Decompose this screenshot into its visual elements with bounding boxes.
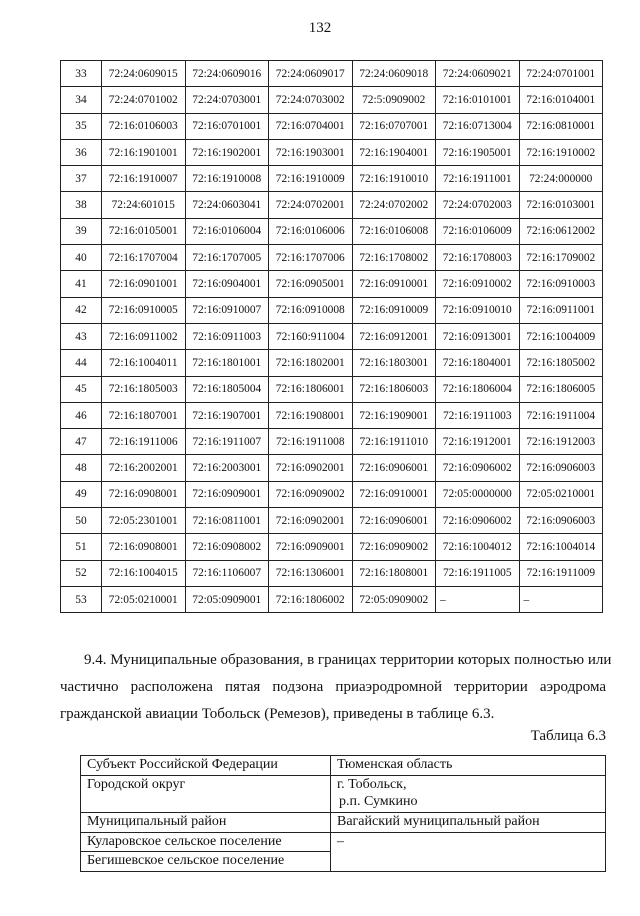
cadastral-code-cell: 72:24:0703002 bbox=[269, 87, 353, 113]
cadastral-code-cell: 72:24:0702003 bbox=[436, 192, 520, 218]
table-row bbox=[61, 218, 603, 244]
settlements-value: – bbox=[331, 833, 606, 872]
cadastral-code-cell: 72:16:1911003 bbox=[436, 402, 520, 428]
table-row bbox=[61, 402, 603, 428]
row-number: 49 bbox=[61, 481, 102, 507]
cadastral-code-cell: 72:16:1805003 bbox=[102, 376, 186, 402]
table-row bbox=[61, 245, 603, 271]
district-label: Городской округ bbox=[81, 776, 331, 813]
table-row bbox=[61, 113, 603, 139]
cadastral-code-cell: 72:16:0910001 bbox=[352, 271, 436, 297]
row-number: 37 bbox=[61, 166, 102, 192]
row-number: 53 bbox=[61, 586, 102, 612]
cadastral-code-cell: – bbox=[436, 586, 520, 612]
table-row bbox=[61, 271, 603, 297]
settlements-cell bbox=[81, 833, 331, 872]
cadastral-code-cell: 72:16:0905001 bbox=[269, 271, 353, 297]
table-row bbox=[61, 560, 603, 586]
cadastral-code-cell: 72:16:1911005 bbox=[436, 560, 520, 586]
cadastral-code-cell: 72:16:1912003 bbox=[519, 429, 603, 455]
table-row bbox=[61, 87, 603, 113]
cadastral-code-cell: 72:16:0103001 bbox=[519, 192, 603, 218]
row-number: 44 bbox=[61, 350, 102, 376]
cadastral-code-cell: 72:16:0106004 bbox=[185, 218, 269, 244]
cadastral-code-cell: 72:24:0609015 bbox=[102, 61, 186, 87]
cadastral-code-cell: 72:16:0906001 bbox=[352, 455, 436, 481]
cadastral-code-cell: 72:16:0910010 bbox=[436, 297, 520, 323]
cadastral-code-cell: 72:16:1911009 bbox=[519, 560, 603, 586]
table-row bbox=[61, 139, 603, 165]
cadastral-code-cell: 72:05:2301001 bbox=[102, 508, 186, 534]
table-row bbox=[61, 297, 603, 323]
district-value-line: г. Тобольск, bbox=[337, 777, 407, 792]
row-number: 38 bbox=[61, 192, 102, 218]
cadastral-code-cell: 72:16:1803001 bbox=[352, 350, 436, 376]
cadastral-code-cell: 72:16:0908001 bbox=[102, 534, 186, 560]
cadastral-code-cell: 72:16:0906001 bbox=[352, 508, 436, 534]
row-number: 48 bbox=[61, 455, 102, 481]
cadastral-code-cell: 72:16:0904001 bbox=[185, 271, 269, 297]
row-number: 41 bbox=[61, 271, 102, 297]
cadastral-code-cell: 72:24:601015 bbox=[102, 192, 186, 218]
cadastral-code-cell: 72:16:1802001 bbox=[269, 350, 353, 376]
cadastral-code-cell: 72:16:0909002 bbox=[269, 481, 353, 507]
table-row bbox=[81, 756, 606, 776]
cadastral-code-cell: 72:05:0210001 bbox=[519, 481, 603, 507]
cadastral-code-cell: 72:16:1804001 bbox=[436, 350, 520, 376]
cadastral-code-cell: 72:16:1910008 bbox=[185, 166, 269, 192]
cadastral-code-cell: 72:16:1901001 bbox=[102, 139, 186, 165]
municipal-value: Вагайский муниципальный район bbox=[331, 813, 606, 833]
cadastral-code-cell: 72:16:1805002 bbox=[519, 350, 603, 376]
cadastral-code-cell: 72:16:0101001 bbox=[436, 87, 520, 113]
cadastral-code-cell: 72:05:0909002 bbox=[352, 586, 436, 612]
cadastral-code-cell: 72:24:0609021 bbox=[436, 61, 520, 87]
cadastral-code-cell: 72:16:0910003 bbox=[519, 271, 603, 297]
subject-label: Субъект Российской Федерации bbox=[81, 756, 331, 776]
cadastral-code-cell: 72:16:1306001 bbox=[269, 560, 353, 586]
cadastral-code-cell: 72:16:0909001 bbox=[185, 481, 269, 507]
municipalities-table bbox=[80, 755, 606, 872]
cadastral-code-cell: 72:16:0104001 bbox=[519, 87, 603, 113]
row-number: 36 bbox=[61, 139, 102, 165]
cadastral-code-cell: 72:16:0810001 bbox=[519, 113, 603, 139]
table-row bbox=[61, 586, 603, 612]
cadastral-code-cell: 72:16:1910007 bbox=[102, 166, 186, 192]
cadastral-code-cell: 72:16:0913001 bbox=[436, 323, 520, 349]
table-caption: Таблица 6.3 bbox=[530, 728, 606, 744]
cadastral-code-cell: 72:16:1707004 bbox=[102, 245, 186, 271]
row-number: 45 bbox=[61, 376, 102, 402]
paragraph-line: гражданской авиации Тобольск (Ремезов), приведены в таблице 6.3. bbox=[60, 706, 495, 722]
cadastral-code-cell: 72:16:1911001 bbox=[436, 166, 520, 192]
cadastral-code-cell: 72:16:0707001 bbox=[352, 113, 436, 139]
cadastral-code-cell: 72:16:2003001 bbox=[185, 455, 269, 481]
row-number: 46 bbox=[61, 402, 102, 428]
cadastral-code-cell: 72:16:0811001 bbox=[185, 508, 269, 534]
municipal-label: Муниципальный район bbox=[81, 813, 331, 833]
row-number: 34 bbox=[61, 87, 102, 113]
row-number: 50 bbox=[61, 508, 102, 534]
cadastral-code-cell: 72:16:0106006 bbox=[269, 218, 353, 244]
cadastral-code-cell: 72:16:1808001 bbox=[352, 560, 436, 586]
table-row bbox=[61, 481, 603, 507]
cadastral-codes-table bbox=[60, 60, 603, 613]
cadastral-code-cell: 72:16:1806005 bbox=[519, 376, 603, 402]
cadastral-code-cell: 72:16:1910009 bbox=[269, 166, 353, 192]
cadastral-code-cell: 72:160:911004 bbox=[269, 323, 353, 349]
cadastral-code-cell: 72:16:1903001 bbox=[269, 139, 353, 165]
settlement-name: Куларовское сельское поселение bbox=[81, 833, 330, 852]
cadastral-code-cell: 72:24:0609018 bbox=[352, 61, 436, 87]
row-number: 39 bbox=[61, 218, 102, 244]
cadastral-code-cell: 72:16:0910002 bbox=[436, 271, 520, 297]
cadastral-code-cell: 72:16:0106009 bbox=[436, 218, 520, 244]
cadastral-code-cell: 72:16:0612002 bbox=[519, 218, 603, 244]
cadastral-code-cell: 72:16:0912001 bbox=[352, 323, 436, 349]
cadastral-code-cell: 72:16:0906002 bbox=[436, 508, 520, 534]
table-row bbox=[61, 429, 603, 455]
row-number: 43 bbox=[61, 323, 102, 349]
cadastral-code-cell: 72:16:1709002 bbox=[519, 245, 603, 271]
cadastral-code-cell: 72:16:1904001 bbox=[352, 139, 436, 165]
cadastral-code-cell: 72:16:0701001 bbox=[185, 113, 269, 139]
paragraph-line: 9.4. Муниципальные образования, в границах территории которых полностью или bbox=[84, 652, 612, 668]
cadastral-code-cell: 72:16:0713004 bbox=[436, 113, 520, 139]
cadastral-code-cell: 72:16:1004015 bbox=[102, 560, 186, 586]
cadastral-code-cell: 72:16:1902001 bbox=[185, 139, 269, 165]
cadastral-code-cell: 72:16:1908001 bbox=[269, 402, 353, 428]
table-row bbox=[81, 833, 606, 872]
cadastral-code-cell: 72:16:0910001 bbox=[352, 481, 436, 507]
table-row bbox=[61, 192, 603, 218]
cadastral-code-cell: 72:16:1801001 bbox=[185, 350, 269, 376]
district-value bbox=[331, 776, 606, 813]
table-row bbox=[81, 813, 606, 833]
cadastral-code-cell: 72:16:1004009 bbox=[519, 323, 603, 349]
cadastral-code-cell: 72:16:0704001 bbox=[269, 113, 353, 139]
cadastral-code-cell: 72:16:1911006 bbox=[102, 429, 186, 455]
cadastral-codes-body bbox=[61, 61, 603, 613]
cadastral-code-cell: 72:05:0210001 bbox=[102, 586, 186, 612]
cadastral-code-cell: 72:16:1911004 bbox=[519, 402, 603, 428]
settlement-name: Бегишевское сельское поселение bbox=[87, 853, 285, 868]
cadastral-code-cell: 72:24:000000 bbox=[519, 166, 603, 192]
cadastral-code-cell: 72:16:1708002 bbox=[352, 245, 436, 271]
cadastral-code-cell: 72:16:1910002 bbox=[519, 139, 603, 165]
cadastral-code-cell: 72:24:0603041 bbox=[185, 192, 269, 218]
cadastral-code-cell: 72:16:1806001 bbox=[269, 376, 353, 402]
cadastral-code-cell: 72:16:1004012 bbox=[436, 534, 520, 560]
cadastral-code-cell: 72:16:1806004 bbox=[436, 376, 520, 402]
table-row bbox=[61, 323, 603, 349]
cadastral-code-cell: 72:16:1912001 bbox=[436, 429, 520, 455]
cadastral-code-cell: 72:16:1911008 bbox=[269, 429, 353, 455]
cadastral-code-cell: 72:5:0909002 bbox=[352, 87, 436, 113]
cadastral-code-cell: 72:16:0906002 bbox=[436, 455, 520, 481]
cadastral-code-cell: 72:24:0702001 bbox=[269, 192, 353, 218]
cadastral-code-cell: 72:24:0702002 bbox=[352, 192, 436, 218]
section-9-4-paragraph bbox=[60, 647, 612, 728]
cadastral-code-cell: 72:16:1806002 bbox=[269, 586, 353, 612]
cadastral-code-cell: 72:16:0909002 bbox=[352, 534, 436, 560]
cadastral-code-cell: 72:16:0911001 bbox=[519, 297, 603, 323]
cadastral-code-cell: 72:16:1707006 bbox=[269, 245, 353, 271]
cadastral-code-cell: 72:24:0701001 bbox=[519, 61, 603, 87]
cadastral-code-cell: 72:16:0901001 bbox=[102, 271, 186, 297]
cadastral-code-cell: 72:16:1905001 bbox=[436, 139, 520, 165]
cadastral-code-cell: 72:16:1909001 bbox=[352, 402, 436, 428]
cadastral-code-cell: 72:16:1004014 bbox=[519, 534, 603, 560]
table-row bbox=[61, 508, 603, 534]
table-row bbox=[61, 534, 603, 560]
cadastral-code-cell: 72:16:1106007 bbox=[185, 560, 269, 586]
cadastral-code-cell: 72:16:0902001 bbox=[269, 455, 353, 481]
cadastral-code-cell: 72:16:0906003 bbox=[519, 508, 603, 534]
cadastral-code-cell: 72:16:0910008 bbox=[269, 297, 353, 323]
row-number: 51 bbox=[61, 534, 102, 560]
cadastral-code-cell: 72:16:1707005 bbox=[185, 245, 269, 271]
cadastral-code-cell: – bbox=[519, 586, 603, 612]
cadastral-code-cell: 72:16:1907001 bbox=[185, 402, 269, 428]
row-number: 52 bbox=[61, 560, 102, 586]
cadastral-code-cell: 72:16:1910010 bbox=[352, 166, 436, 192]
cadastral-code-cell: 72:24:0609016 bbox=[185, 61, 269, 87]
cadastral-code-cell: 72:16:0911003 bbox=[185, 323, 269, 349]
cadastral-code-cell: 72:16:0106008 bbox=[352, 218, 436, 244]
cadastral-code-cell: 72:16:0902001 bbox=[269, 508, 353, 534]
cadastral-code-cell: 72:16:0911002 bbox=[102, 323, 186, 349]
cadastral-code-cell: 72:16:0906003 bbox=[519, 455, 603, 481]
paragraph-line: частично расположена пятая подзона приаэродромной территории аэродрома bbox=[60, 679, 606, 695]
row-number: 35 bbox=[61, 113, 102, 139]
row-number: 42 bbox=[61, 297, 102, 323]
cadastral-code-cell: 72:16:1708003 bbox=[436, 245, 520, 271]
cadastral-code-cell: 72:16:0909001 bbox=[269, 534, 353, 560]
table-row bbox=[61, 166, 603, 192]
cadastral-code-cell: 72:24:0701002 bbox=[102, 87, 186, 113]
cadastral-code-cell: 72:24:0609017 bbox=[269, 61, 353, 87]
cadastral-code-cell: 72:16:1807001 bbox=[102, 402, 186, 428]
cadastral-code-cell: 72:24:0703001 bbox=[185, 87, 269, 113]
table-row bbox=[61, 455, 603, 481]
cadastral-code-cell: 72:16:0910007 bbox=[185, 297, 269, 323]
cadastral-code-cell: 72:16:2002001 bbox=[102, 455, 186, 481]
row-number: 33 bbox=[61, 61, 102, 87]
cadastral-code-cell: 72:16:0910005 bbox=[102, 297, 186, 323]
table-row bbox=[61, 376, 603, 402]
row-number: 47 bbox=[61, 429, 102, 455]
cadastral-code-cell: 72:16:1805004 bbox=[185, 376, 269, 402]
cadastral-code-cell: 72:16:0910009 bbox=[352, 297, 436, 323]
cadastral-code-cell: 72:16:1806003 bbox=[352, 376, 436, 402]
cadastral-code-cell: 72:16:0908001 bbox=[102, 481, 186, 507]
table-row bbox=[61, 350, 603, 376]
page-number: 132 bbox=[308, 20, 332, 36]
district-value-line: р.п. Сумкино bbox=[339, 794, 418, 809]
cadastral-code-cell: 72:16:1004011 bbox=[102, 350, 186, 376]
cadastral-code-cell: 72:05:0000000 bbox=[436, 481, 520, 507]
cadastral-code-cell: 72:16:0908002 bbox=[185, 534, 269, 560]
cadastral-code-cell: 72:05:0909001 bbox=[185, 586, 269, 612]
cadastral-code-cell: 72:16:1911007 bbox=[185, 429, 269, 455]
subject-value: Тюменская область bbox=[331, 756, 606, 776]
cadastral-code-cell: 72:16:0106003 bbox=[102, 113, 186, 139]
table-row bbox=[61, 61, 603, 87]
cadastral-code-cell: 72:16:0105001 bbox=[102, 218, 186, 244]
table-row bbox=[81, 776, 606, 813]
row-number: 40 bbox=[61, 245, 102, 271]
cadastral-code-cell: 72:16:1911010 bbox=[352, 429, 436, 455]
